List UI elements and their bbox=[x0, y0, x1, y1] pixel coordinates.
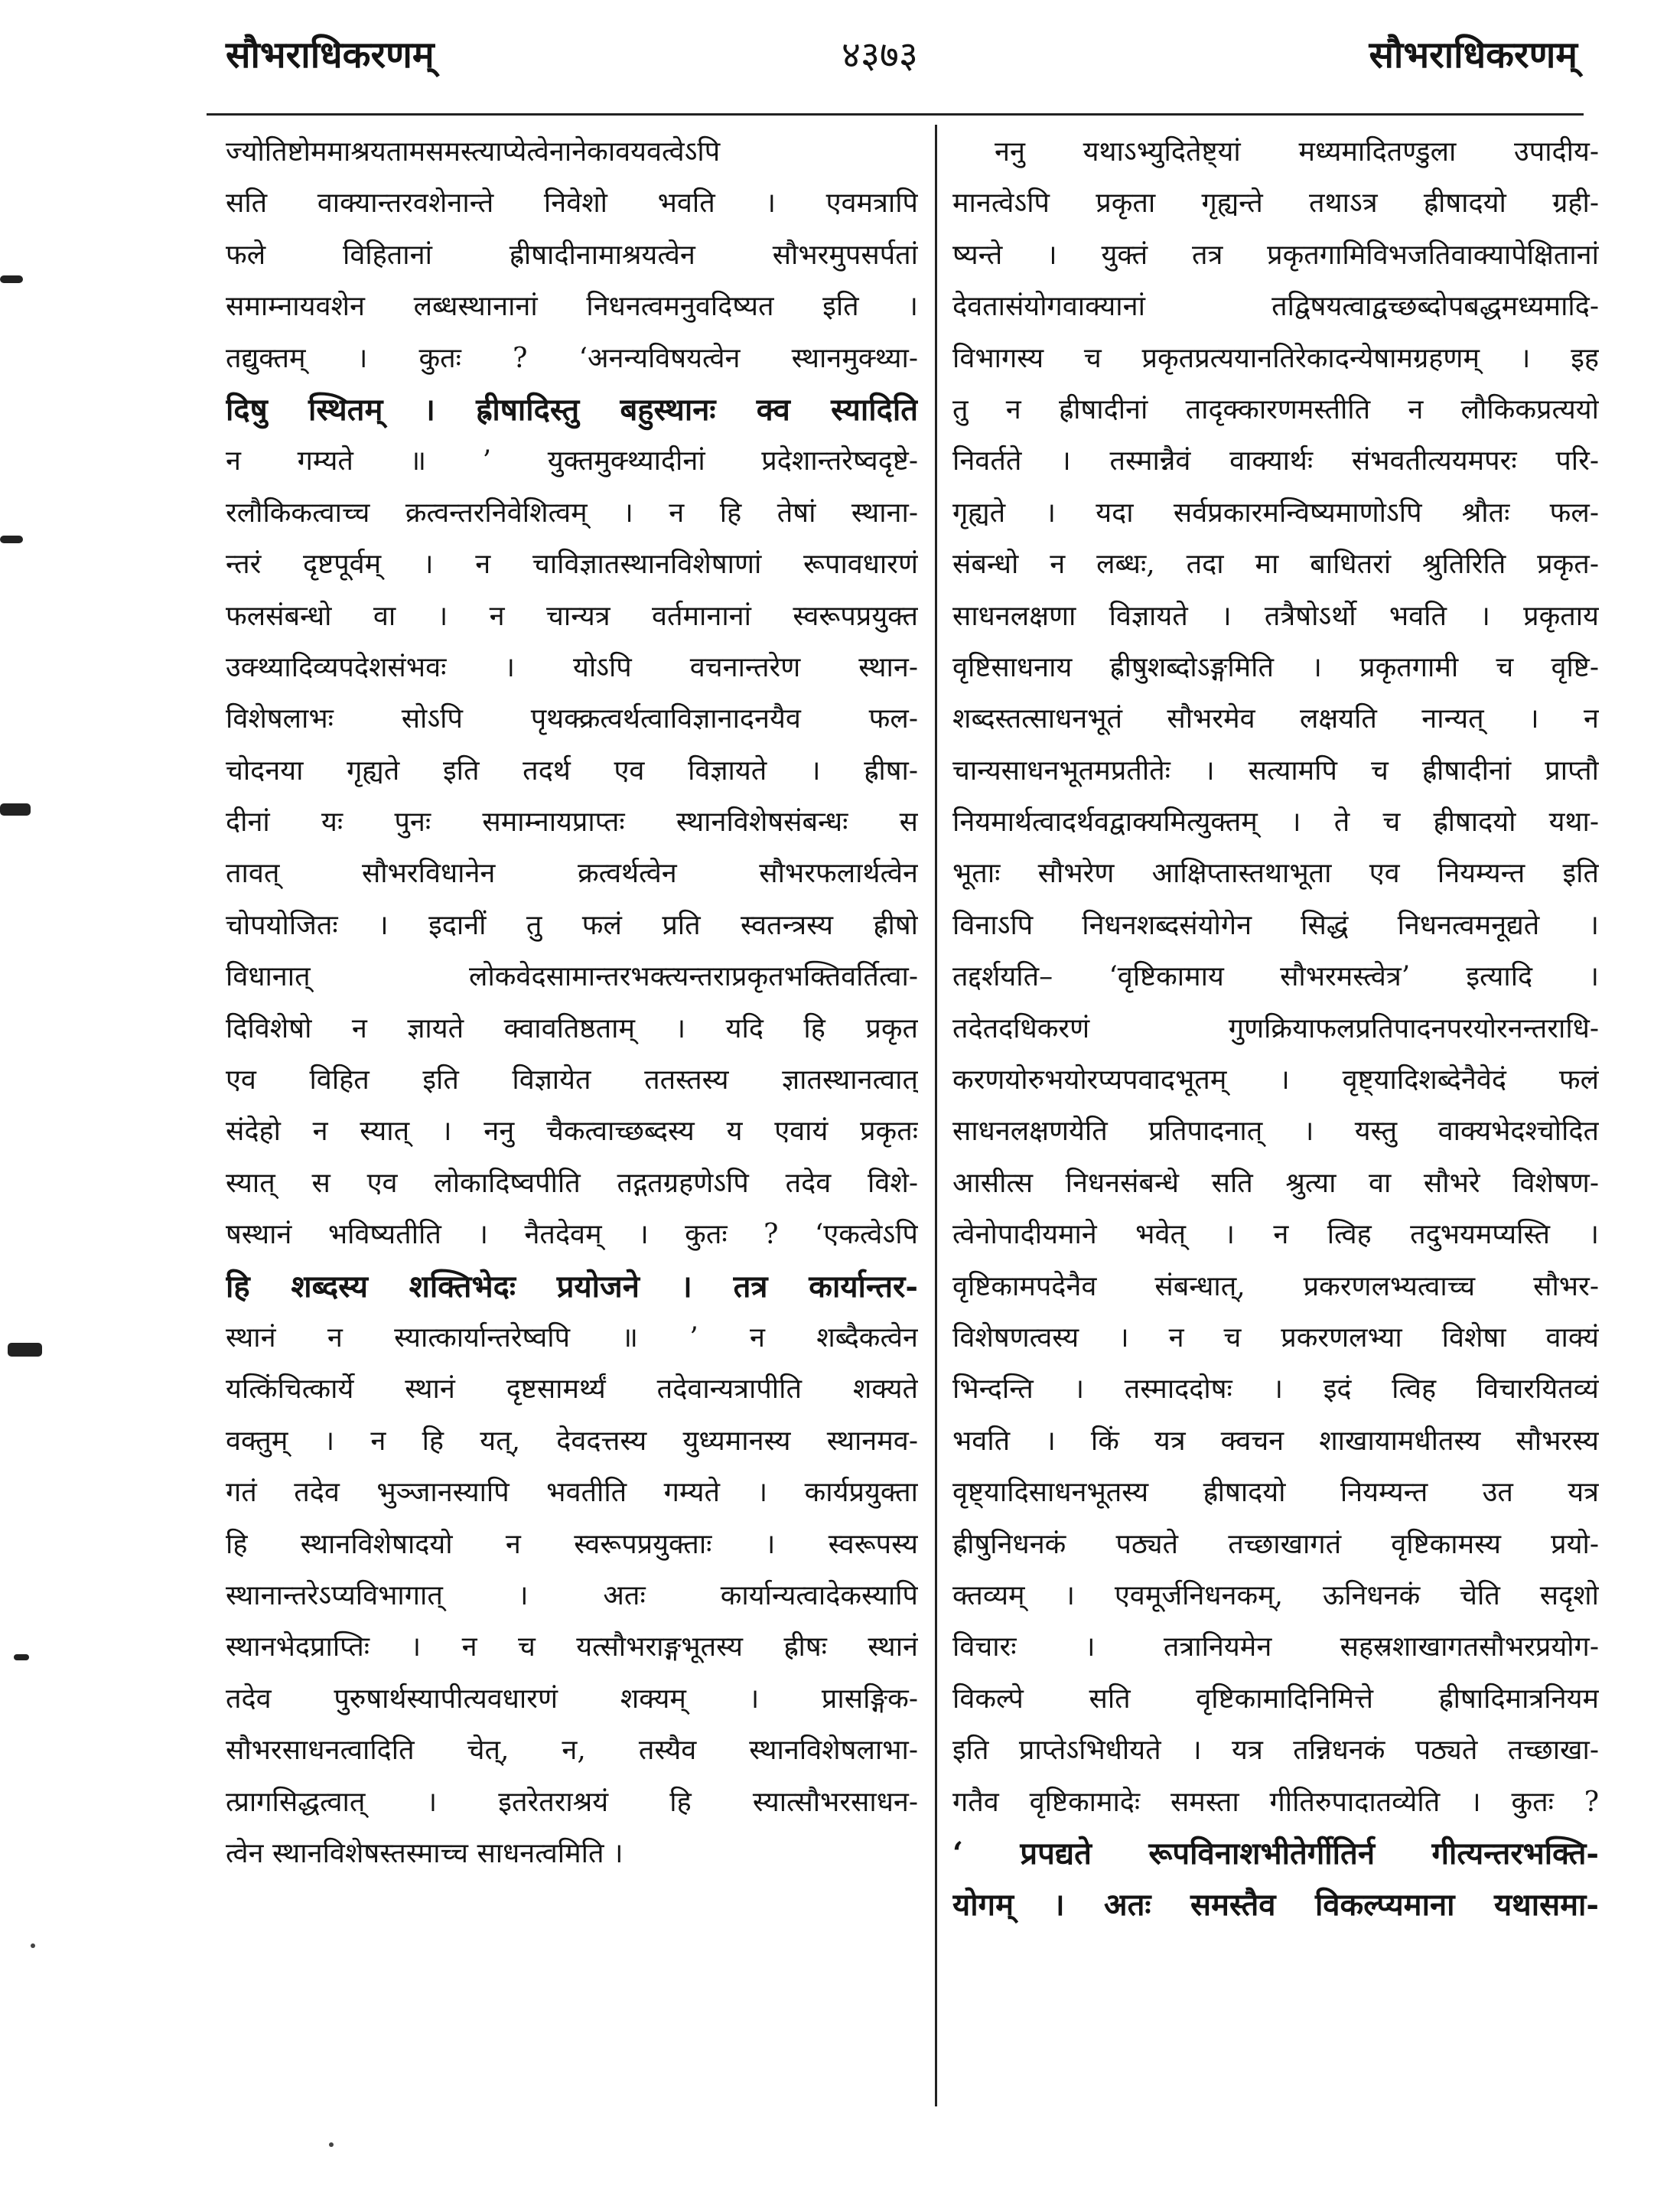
text-line: नियमार्थत्वादर्थवद्वाक्यमित्युक्तम् । ते च ह्रीषादयो यथा- bbox=[952, 806, 1599, 839]
text-line: साधनलक्षणयेति प्रतिपादनात् । यस्तु वाक्यभेदश्चोदित bbox=[952, 1116, 1599, 1148]
text-line: गतैव वृष्टिकामादेः समस्ता गीतिरुपादातव्येति । कुतः ? bbox=[952, 1786, 1599, 1818]
text-line: विनाऽपि निधनशब्दसंयोगेन सिद्धं निधनत्वमनूद्यते । bbox=[952, 909, 1599, 941]
text-line: इति प्राप्तेऽभिधीयते । यत्र तन्निधनकं पठ्यते तच्छाखा- bbox=[952, 1735, 1599, 1767]
left-column bbox=[226, 126, 918, 1879]
text-line: मानत्वेऽपि प्रकृता गृह्यन्ते तथाऽत्र ह्रीषादयो ग्रही- bbox=[952, 187, 1599, 220]
text-line: योगम् । अतः समस्तैव विकल्प्यमाना यथासमा- bbox=[952, 1887, 1599, 1924]
right-column bbox=[952, 126, 1599, 1931]
text-line: भवति । किं यत्र क्वचन शाखायामधीतस्य सौभरस्य bbox=[952, 1425, 1599, 1457]
running-head-left: सौभराधिकरणम् bbox=[226, 34, 435, 77]
text-line: तद्युक्तम् । कुतः ? ‘अनन्यविषयत्वेन स्थानमुक्थ्या- bbox=[226, 342, 918, 374]
text-line: वृष्टिकामपदेनैव संबन्धात्, प्रकरणलभ्यत्वाच्च सौभर- bbox=[952, 1270, 1599, 1302]
text-line: उक्थ्यादिव्यपदेशसंभवः । योऽपि वचनान्तरेण स्थान- bbox=[226, 651, 918, 683]
scan-dot bbox=[31, 1943, 35, 1948]
scan-dot bbox=[329, 2142, 334, 2147]
text-line: संबन्धो न लब्धः, तदा मा बाधितरां श्रुतिरिति प्रकृत- bbox=[952, 549, 1599, 581]
text-line: ह्रीषुनिधनकं पठ्यते तच्छाखागतं वृष्टिकामस्य प्रयो- bbox=[952, 1528, 1599, 1560]
text-line: विशेषलाभः सोऽपि पृथक्क्रत्वर्थत्वाविज्ञानादनयैव फल- bbox=[226, 703, 918, 735]
text-line: विचारः । तत्रानियमेन सहस्रशाखागतसौभरप्रयोग- bbox=[952, 1631, 1599, 1663]
text-line: विशेषणत्वस्य । न च प्रकरणलभ्या विशेषा वाक्यं bbox=[952, 1321, 1599, 1354]
text-line: वृष्टिसाधनाय ह्रीषुशब्दोऽङ्गमिति । प्रकृतगामी च वृष्टि- bbox=[952, 651, 1599, 683]
text-line: दीनां यः पुनः समाम्नायप्राप्तः स्थानविशेषसंबन्धः स bbox=[226, 806, 918, 839]
text-line: स्थानान्तरेऽप्यविभागात् । अतः कार्यान्यत्वादेकस्यापि bbox=[226, 1579, 918, 1611]
margin-mark bbox=[0, 275, 23, 283]
text-line: एव विहित इति विज्ञायेत ततस्तस्य ज्ञातस्थानत्वात् bbox=[226, 1064, 918, 1096]
text-line: संदेहो न स्यात् । ननु चैकत्वाच्छब्दस्य य एवायं प्रकृतः bbox=[226, 1116, 918, 1148]
text-line: शब्दस्तत्साधनभूतं सौभरमेव लक्षयति नान्यत् । न bbox=[952, 703, 1599, 735]
text-line: गृह्यते । यदा सर्वप्रकारमन्विष्यमाणोऽपि श्रौतः फल- bbox=[952, 497, 1599, 529]
text-line: चान्यसाधनभूतमप्रतीतेः । सत्यामपि च ह्रीषादीनां प्राप्तौ bbox=[952, 754, 1599, 787]
text-line: दिविशेषो न ज्ञायते क्वावतिष्ठताम् । यदि हि प्रकृत bbox=[226, 1012, 918, 1044]
text-line: निवर्तते । तस्मान्नैवं वाक्यार्थः संभवतीत्ययमपरः परि- bbox=[952, 445, 1599, 477]
text-line: विभागस्य च प्रकृतप्रत्ययानतिरेकादन्येषामग्रहणम् । इह bbox=[952, 342, 1599, 374]
text-line: विधानात् लोकवेदसामान्तरभक्त्यन्तराप्रकृतभक्तिवर्तित्वा- bbox=[226, 961, 918, 993]
text-line: भूताः सौभरेण आक्षिप्तास्तथाभूता एव नियम्यन्त इति bbox=[952, 858, 1599, 890]
running-head-right: सौभराधिकरणम् bbox=[1369, 34, 1577, 77]
text-line: क्तव्यम् । एवमूर्जनिधनकम्, ऊनिधनकं चेति सदृशो bbox=[952, 1579, 1599, 1611]
text-line: ज्योतिष्टोममाश्रयतामसमस्त्याप्येत्वेनानेकावयवत्वेऽपि bbox=[226, 136, 721, 168]
text-line: न्तरं दृष्टपूर्वम् । न चाविज्ञातस्थानविशेषाणां रूपावधारणं bbox=[226, 549, 918, 581]
text-line: तदेव पुरुषार्थस्यापीत्यवधारणं शक्यम् । प्रासङ्गिक- bbox=[226, 1683, 918, 1715]
text-line: त्वेनोपादीयमाने भवेत् । न त्विह तदुभयमप्यस्ति । bbox=[952, 1219, 1599, 1251]
text-line: स्थानं न स्यात्कार्यान्तरेष्वपि ॥ ’ न शब्दैकत्वेन bbox=[226, 1321, 918, 1354]
text-line: हि शब्दस्य शक्तिभेदः प्रयोजने । तत्र कार्यान्तर- bbox=[226, 1268, 918, 1305]
text-line: त्प्रागसिद्धत्वात् । इतरेतराश्रयं हि स्यात्सौभरसाधन- bbox=[226, 1786, 918, 1818]
text-line: सौभरसाधनत्वादिति चेत्, न, तस्यैव स्थानविशेषलाभा- bbox=[226, 1735, 918, 1767]
text-line: यत्किंचित्कार्ये स्थानं दृष्टसामर्थ्यं तदेवान्यत्रापीति शक्यते bbox=[226, 1373, 918, 1406]
text-line: दिषु स्थितम् । ह्रीषादिस्तु बहुस्थानः क्व स्यादिति bbox=[226, 391, 918, 428]
text-line: स्यात् स एव लोकादिष्वपीति तद्गतग्रहणेऽपि तदेव विशे- bbox=[226, 1167, 918, 1199]
text-line: वक्तुम् । न हि यत्, देवदत्तस्य युध्यमानस्य स्थानमव- bbox=[226, 1425, 918, 1457]
text-line: समाम्नायवशेन लब्धस्थानानां निधनत्वमनुवदिष्यत इति । bbox=[226, 291, 918, 323]
text-line: गतं तदेव भुञ्जानस्यापि भवतीति गम्यते । कार्यप्रयुक्ता bbox=[226, 1477, 918, 1509]
text-line: ष्यन्ते । युक्तं तत्र प्रकृतगामिविभजतिवाक्यापेक्षितानां bbox=[952, 239, 1599, 271]
text-line: त्वेन स्थानविशेषस्तस्माच्च साधनत्वमिति । bbox=[226, 1837, 624, 1869]
header-rule bbox=[207, 113, 1584, 116]
text-line: फले विहितानां ह्रीषादीनामाश्रयत्वेन सौभरमुपसर्पतां bbox=[226, 239, 918, 271]
text-line: तु न ह्रीषादीनां तादृक्कारणमस्तीति न लौकिकप्रत्ययो bbox=[952, 393, 1599, 425]
text-line: सति वाक्यान्तरवशेनान्ते निवेशो भवति । एवमत्रापि bbox=[226, 187, 918, 220]
text-line: स्थानभेदप्राप्तिः । न च यत्सौभराङ्गभूतस्य ह्रीषः स्थानं bbox=[226, 1631, 918, 1663]
text-line: वृष्ट्यादिसाधनभूतस्य ह्रीषादयो नियम्यन्त उत यत्र bbox=[952, 1477, 1599, 1509]
margin-mark bbox=[8, 1343, 42, 1357]
text-line: ‘ प्रपद्यते रूपविनाशभीतेर्गीतिर्न गीत्यन्तरभक्ति- bbox=[952, 1835, 1599, 1872]
text-line: भिन्दन्ति । तस्माददोषः । इदं त्विह विचारयितव्यं bbox=[952, 1373, 1599, 1406]
text-line: आसीत्स निधनसंबन्धे सति श्रुत्या वा सौभरे विशेषण- bbox=[952, 1167, 1599, 1199]
text-line: षस्थानं भविष्यतीति । नैतदेवम् । कुतः ? ‘एकत्वेऽपि bbox=[226, 1219, 918, 1251]
text-line: साधनलक्षणा विज्ञायते । तत्रैषोऽर्थो भवति । प्रकृताय bbox=[952, 600, 1599, 632]
column-divider bbox=[935, 125, 937, 2106]
text-line: न गम्यते ॥ ’ युक्तमुक्थ्यादीनां प्रदेशान्तरेष्वदृष्टे- bbox=[226, 445, 918, 477]
text-line: तद्दर्शयति– ‘वृष्टिकामाय सौभरमस्त्वेत्र’ इत्यादि । bbox=[952, 961, 1599, 993]
text-line: करणयोरुभयोरप्यपवादभूतम् । वृष्ट्यादिशब्देनैवेदं फलं bbox=[952, 1064, 1599, 1096]
margin-mark bbox=[14, 1654, 29, 1660]
text-line: चोपयोजितः । इदानीं तु फलं प्रति स्वतन्त्रस्य ह्रीषो bbox=[226, 909, 918, 941]
text-line: देवतासंयोगवाक्यानां तद्विषयत्वाद्वच्छब्दोपबद्धमध्यमादि- bbox=[952, 291, 1599, 323]
text-line: चोदनया गृह्यते इति तदर्थ एव विज्ञायते । ह्रीषा- bbox=[226, 754, 918, 787]
text-line: विकल्पे सति वृष्टिकामादिनिमित्ते ह्रीषादिमात्रनियम bbox=[952, 1683, 1599, 1715]
text-line: फलसंबन्धो वा । न चान्यत्र वर्तमानानां स्वरूपप्रयुक्त bbox=[226, 600, 918, 632]
text-line: रलौकिकत्वाच्च क्रत्वन्तरनिवेशित्वम् । न हि तेषां स्थाना- bbox=[226, 497, 918, 529]
text-line: ननु यथाऽभ्युदितेष्ट्यां मध्यमादितण्डुला उपादीय- bbox=[995, 136, 1599, 168]
text-line: हि स्थानविशेषादयो न स्वरूपप्रयुक्ताः । स्वरूपस्य bbox=[226, 1528, 918, 1560]
text-line: तदेतदधिकरणं गुणक्रियाफलप्रतिपादनपरयोरनन्तराधि- bbox=[952, 1012, 1599, 1044]
text-line: तावत् सौभरविधानेन क्रत्वर्थत्वेन सौभरफलार्थत्वेन bbox=[226, 858, 918, 890]
margin-mark bbox=[0, 803, 31, 816]
margin-mark bbox=[0, 536, 23, 543]
page-number: ४३७३ bbox=[842, 34, 918, 77]
